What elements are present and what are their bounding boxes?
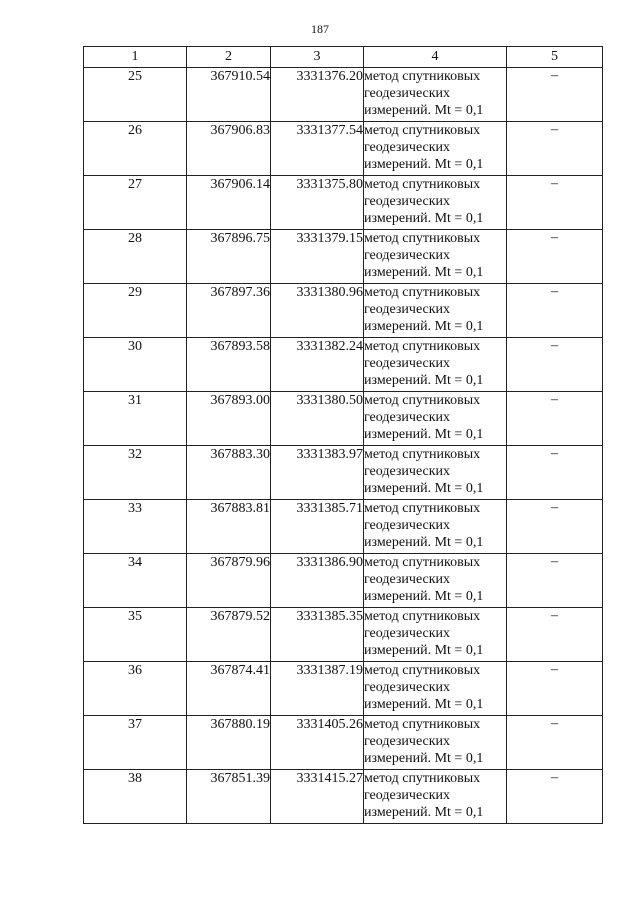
x-coordinate-cell: 367883.30 xyxy=(187,446,271,500)
point-number-cell: 26 xyxy=(84,122,187,176)
table-row xyxy=(84,392,603,446)
method-line: измерений. Mt = 0,1 xyxy=(364,751,484,766)
dash-cell: – xyxy=(507,662,603,716)
method-cell xyxy=(364,554,507,608)
dash-cell: – xyxy=(507,608,603,662)
x-coordinate-cell: 367851.39 xyxy=(187,770,271,824)
point-number-cell: 27 xyxy=(84,176,187,230)
dash-cell: – xyxy=(507,338,603,392)
point-number-cell: 30 xyxy=(84,338,187,392)
point-number-cell: 32 xyxy=(84,446,187,500)
method-line: измерений. Mt = 0,1 xyxy=(364,481,484,496)
method-line: измерений. Mt = 0,1 xyxy=(364,535,484,550)
y-coordinate-cell: 3331387.19 xyxy=(271,662,364,716)
method-line: метод спутниковых xyxy=(364,771,481,786)
dash-cell: – xyxy=(507,770,603,824)
table-header-row xyxy=(84,47,603,68)
page-number: 187 xyxy=(311,22,329,36)
method-line: геодезических xyxy=(364,410,451,425)
y-coordinate-cell: 3331380.96 xyxy=(271,284,364,338)
y-coordinate-cell: 3331385.35 xyxy=(271,608,364,662)
table-row xyxy=(84,770,603,824)
table-row xyxy=(84,662,603,716)
method-line: измерений. Mt = 0,1 xyxy=(364,427,484,442)
column-header-4: 4 xyxy=(364,47,507,68)
point-number-cell: 28 xyxy=(84,230,187,284)
method-line: геодезических xyxy=(364,788,451,803)
method-line: измерений. Mt = 0,1 xyxy=(364,589,484,604)
method-line: метод спутниковых xyxy=(364,177,481,192)
x-coordinate-cell: 367874.41 xyxy=(187,662,271,716)
method-line: геодезических xyxy=(364,464,451,479)
method-line: метод спутниковых xyxy=(364,69,481,84)
table-row xyxy=(84,230,603,284)
method-cell xyxy=(364,500,507,554)
method-line: измерений. Mt = 0,1 xyxy=(364,697,484,712)
method-cell xyxy=(364,446,507,500)
method-line: метод спутниковых xyxy=(364,393,481,408)
y-coordinate-cell: 3331380.50 xyxy=(271,392,364,446)
x-coordinate-cell: 367883.81 xyxy=(187,500,271,554)
table-row xyxy=(84,446,603,500)
column-header-3: 3 xyxy=(271,47,364,68)
x-coordinate-cell: 367910.54 xyxy=(187,68,271,122)
column-header-1: 1 xyxy=(84,47,187,68)
x-coordinate-cell: 367879.96 xyxy=(187,554,271,608)
y-coordinate-cell: 3331377.54 xyxy=(271,122,364,176)
point-number-cell: 37 xyxy=(84,716,187,770)
point-number-cell: 31 xyxy=(84,392,187,446)
point-number-cell: 33 xyxy=(84,500,187,554)
method-line: измерений. Mt = 0,1 xyxy=(364,319,484,334)
table-row xyxy=(84,500,603,554)
dash-cell: – xyxy=(507,122,603,176)
table-body xyxy=(84,68,603,824)
point-number-cell: 34 xyxy=(84,554,187,608)
table-row xyxy=(84,176,603,230)
dash-cell: – xyxy=(507,392,603,446)
dash-cell: – xyxy=(507,716,603,770)
dash-cell: – xyxy=(507,68,603,122)
y-coordinate-cell: 3331376.20 xyxy=(271,68,364,122)
table-row xyxy=(84,122,603,176)
method-line: геодезических xyxy=(364,356,451,371)
y-coordinate-cell: 3331382.24 xyxy=(271,338,364,392)
y-coordinate-cell: 3331375.80 xyxy=(271,176,364,230)
x-coordinate-cell: 367906.83 xyxy=(187,122,271,176)
x-coordinate-cell: 367896.75 xyxy=(187,230,271,284)
y-coordinate-cell: 3331415.27 xyxy=(271,770,364,824)
table-row xyxy=(84,284,603,338)
point-number-cell: 25 xyxy=(84,68,187,122)
method-cell xyxy=(364,338,507,392)
dash-cell: – xyxy=(507,500,603,554)
method-cell xyxy=(364,608,507,662)
point-number-cell: 35 xyxy=(84,608,187,662)
method-line: измерений. Mt = 0,1 xyxy=(364,103,484,118)
coordinates-table xyxy=(83,46,603,824)
point-number-cell: 38 xyxy=(84,770,187,824)
method-line: геодезических xyxy=(364,140,451,155)
y-coordinate-cell: 3331405.26 xyxy=(271,716,364,770)
method-line: геодезических xyxy=(364,86,451,101)
method-line: метод спутниковых xyxy=(364,285,481,300)
x-coordinate-cell: 367880.19 xyxy=(187,716,271,770)
method-line: метод спутниковых xyxy=(364,501,481,516)
dash-cell: – xyxy=(507,176,603,230)
dash-cell: – xyxy=(507,284,603,338)
method-line: измерений. Mt = 0,1 xyxy=(364,805,484,820)
method-line: метод спутниковых xyxy=(364,555,481,570)
method-line: геодезических xyxy=(364,680,451,695)
table-row xyxy=(84,554,603,608)
table-row xyxy=(84,338,603,392)
method-line: геодезических xyxy=(364,248,451,263)
method-line: измерений. Mt = 0,1 xyxy=(364,643,484,658)
method-line: метод спутниковых xyxy=(364,663,481,678)
table-row xyxy=(84,608,603,662)
y-coordinate-cell: 3331385.71 xyxy=(271,500,364,554)
column-header-5: 5 xyxy=(507,47,603,68)
method-cell xyxy=(364,68,507,122)
method-cell xyxy=(364,284,507,338)
method-line: измерений. Mt = 0,1 xyxy=(364,373,484,388)
method-line: геодезических xyxy=(364,572,451,587)
point-number-cell: 29 xyxy=(84,284,187,338)
x-coordinate-cell: 367897.36 xyxy=(187,284,271,338)
method-line: геодезических xyxy=(364,194,451,209)
point-number-cell: 36 xyxy=(84,662,187,716)
method-line: геодезических xyxy=(364,302,451,317)
y-coordinate-cell: 3331383.97 xyxy=(271,446,364,500)
method-cell xyxy=(364,122,507,176)
dash-cell: – xyxy=(507,446,603,500)
x-coordinate-cell: 367893.00 xyxy=(187,392,271,446)
method-cell xyxy=(364,392,507,446)
method-line: метод спутниковых xyxy=(364,231,481,246)
table-row xyxy=(84,716,603,770)
method-line: метод спутниковых xyxy=(364,609,481,624)
method-line: метод спутниковых xyxy=(364,123,481,138)
y-coordinate-cell: 3331379.15 xyxy=(271,230,364,284)
method-line: геодезических xyxy=(364,734,451,749)
method-line: метод спутниковых xyxy=(364,339,481,354)
table-row xyxy=(84,68,603,122)
column-header-2: 2 xyxy=(187,47,271,68)
method-cell xyxy=(364,716,507,770)
method-cell xyxy=(364,770,507,824)
method-line: геодезических xyxy=(364,626,451,641)
method-line: измерений. Mt = 0,1 xyxy=(364,265,484,280)
dash-cell: – xyxy=(507,554,603,608)
method-line: геодезических xyxy=(364,518,451,533)
method-cell xyxy=(364,230,507,284)
method-line: метод спутниковых xyxy=(364,717,481,732)
y-coordinate-cell: 3331386.90 xyxy=(271,554,364,608)
method-line: метод спутниковых xyxy=(364,447,481,462)
dash-cell: – xyxy=(507,230,603,284)
method-line: измерений. Mt = 0,1 xyxy=(364,157,484,172)
method-cell xyxy=(364,662,507,716)
x-coordinate-cell: 367879.52 xyxy=(187,608,271,662)
method-cell xyxy=(364,176,507,230)
method-line: измерений. Mt = 0,1 xyxy=(364,211,484,226)
x-coordinate-cell: 367893.58 xyxy=(187,338,271,392)
x-coordinate-cell: 367906.14 xyxy=(187,176,271,230)
